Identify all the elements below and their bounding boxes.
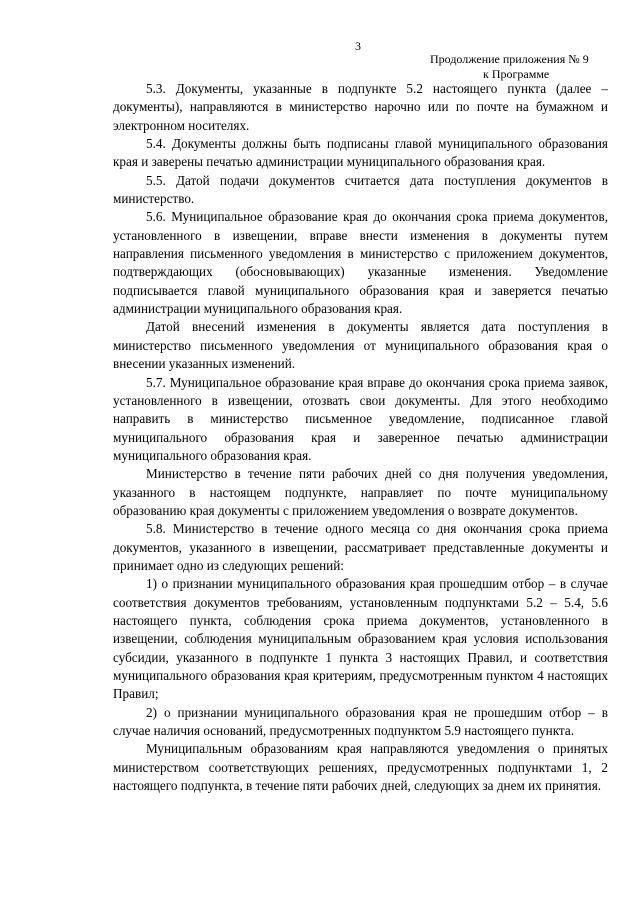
- attachment-caption: [430, 52, 589, 82]
- paragraph-5-7: 5.7. Муниципальное образование края вправе до окончания срока приема заявок, установленного в извещении, отозвать свои документы. Для этого необходимо направить в министерство письменное уведомление, подписанное главой муниципального образования края и заверенное печатью администрации муниципального образования края.: [113, 374, 608, 463]
- paragraph-5-6: 5.6. Муниципальное образование края до окончания срока приема документов, установленного в извещении, вправе внести изменения в документы путем направления письменного уведомления в министерство с приложением документов, подтверждающих (обосновывающих) указанные изменения. Уведомление подписывается главой муниципального образования края и заверяется печатью администрации муниципального образования края.: [113, 209, 608, 317]
- paragraph-5-7-return: Министерство в течение пяти рабочих дней со дня получения уведомления, указанного в настоящем подпункте, направляет по почте муниципальному образованию края документы с приложением уведомления о возврате документов.: [113, 466, 608, 518]
- paragraph-5-8-item-1: 1) о признании муниципального образования края прошедшим отбор – в случае соответствия документов требованиям, установленным подпунктами 5.2 – 5.4, 5.6 настоящего пункта, соблюдения срока приема документов, установленного в извещении, соблюдения муниципальным образованием края условия использования субсидии, указанного в подпункте 1 пункта 3 настоящих Правил, и соответствия муниципального образования края критериям, предусмотренным пунктом 4 настоящих Правил;: [113, 576, 608, 702]
- paragraph-5-6-change-date: Датой внесений изменения в документы является дата поступления в министерство письменного уведомления от муниципального образования края о внесении указанных изменений.: [113, 319, 608, 372]
- paragraph-5-4: 5.4. Документы должны быть подписаны главой муниципального образования края и заверены печатью администрации муниципального образования края.: [113, 136, 608, 170]
- attachment-caption-line-1: Продолжение приложения № 9: [430, 52, 589, 66]
- paragraph-5-3: 5.3. Документы, указанные в подпункте 5.2 настоящего пункта (далее – документы), направляются в министерство нарочно или по почте на бумажном и электронном носителях.: [113, 81, 608, 133]
- document-body: [113, 80, 608, 795]
- paragraph-5-8: 5.8. Министерство в течение одного месяца со дня окончания срока приема документов, указанного в извещении, рассматривает представленные документы и принимает одно из следующих решений:: [113, 521, 608, 573]
- paragraph-5-8-item-2: 2) о признании муниципального образования края не прошедшим отбор – в случае наличия оснований, предусмотренных подпунктом 5.9 настоящего пункта.: [113, 704, 608, 739]
- paragraph-5-8-notification: Муниципальным образованиям края направляются уведомления о принятых министерством соответствующих решениях, предусмотренных подпунктами 1, 2 настоящего подпункта, в течение пяти рабочих дней, следующих за днем их принятия.: [113, 741, 608, 794]
- page-number: 3: [355, 39, 361, 53]
- attachment-caption-line-2: к Программе: [483, 67, 550, 81]
- paragraph-5-5: 5.5. Датой подачи документов считается дата поступления документов в министерство.: [113, 172, 608, 207]
